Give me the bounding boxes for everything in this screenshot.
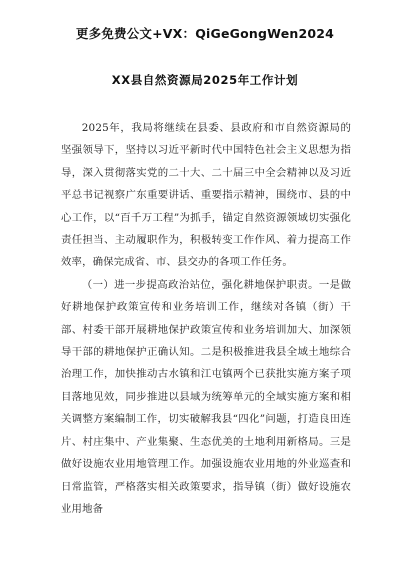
document-body xyxy=(61,117,351,520)
document-title: XX县自然资源局2025年工作计划 xyxy=(111,73,299,87)
promo-banner: 更多免费公文+VX：QiGeGongWen2024 xyxy=(75,26,335,41)
paragraph-section-1: （一）进一步提高政治站位，强化耕地保护职责。一是做好耕地保护政策宣传和业务培训工作，继续对各镇（街）干部、村委干部开展耕地保护政策宣传和业务培训加大、加深领导干部的耕地保护正确认知。二是积极推进我县全域土地综合治理工作，加快推动古水镇和江屯镇两个已获批实施方案子项目落地见效，同步推进以县域为统筹单元的全域实施方案和相关调整方案编制工作，切实破解我县“四化”问题，打造良田连片、村庄集中、产业集聚、生态优美的土地利用新格局。三是做好设施农业用地管理工作。加强设施农业用地的外业巡查和日常监管，严格落实相关政策要求，指导镇（街）做好设施农业用地备 xyxy=(61,278,351,515)
paragraph-intro: 2025年，我局将继续在县委、县政府和市自然资源局的坚强领导下，坚持以习近平新时代中国特色社会主义思想为指导，深入贯彻落实党的二十大、二十届三中全会精神以及习近平总书记视察广东重要讲话、重要指示精神，围绕市、县的中心工作，以“百千万工程”为抓手，锚定自然资源领域切实强化责任担当、主动履职作为，积极转变工作作风、着力提高工作效率，确保完成省、市、县交办的各项工作任务。 xyxy=(61,122,351,269)
